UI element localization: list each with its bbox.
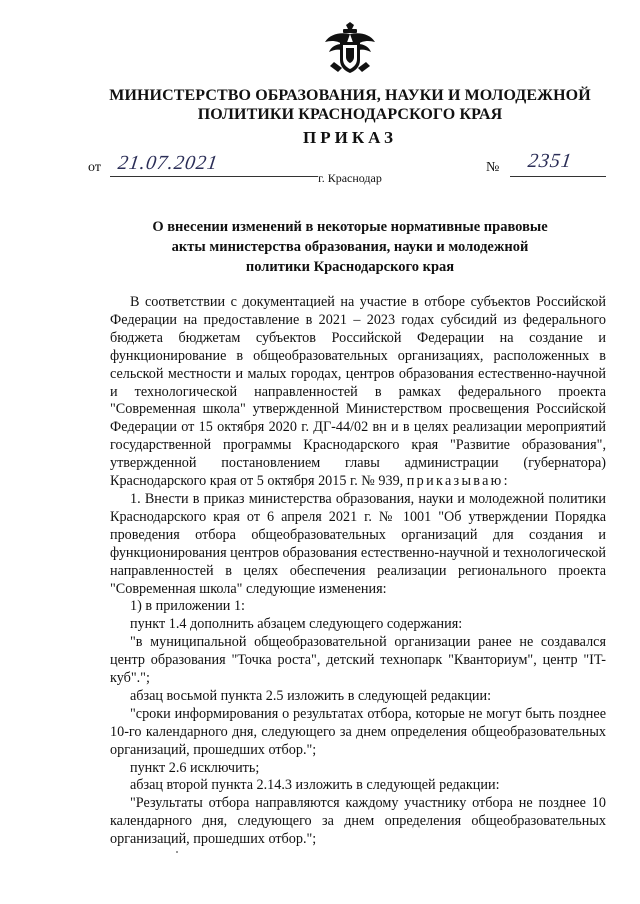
- paragraph-point-2-6: пункт 2.6 исключить;: [130, 759, 260, 776]
- subject-line3: политики Краснодарского края: [245, 259, 455, 275]
- order-word: приказываю:: [406, 473, 510, 490]
- number-handwritten: 2351: [526, 150, 574, 172]
- document-body: [110, 294, 606, 849]
- subitem-1-paragraph: 1) в приложении 1:: [130, 598, 245, 615]
- item-1-paragraph: 1. Внести в приказ министерства образования, науки и молодежной политики Краснодарского края от 6 апреля 2021 г. № 1001 "Об утверждении Порядка проведения отбора общеобразовательных организаций для создания и функционирования центров образования естественно-научной и технологической направленностей в целях обеспечения реализации регионального проекта "Современная школа" следующие изменения:: [110, 490, 606, 597]
- preamble-text: В соответствии с документацией на участие в отборе субъектов Российской Федерации на предоставление в 2021 – 2023 годах субсидий из федерального бюджета бюджетам субъектов Российской Федерации на создание и функционирование в общеобразовательных организациях, расположенных в сельской местности и малых городах, центров образования естественно-научной и технологической направленностей в рамках федерального проекта "Современная школа" утвержденной Министерством просвещения Российской Федерации от 15 октября 2020 г. ДГ-44/02 вн и в целях реализации мероприятий государственной программы Краснодарского края "Развитие образования", утвержденной постановлением главы администрации (губернатора) Краснодарского края от 5 октября 2015 г. № 939,: [110, 294, 606, 490]
- ministry-name: [90, 86, 610, 124]
- paragraph-point-2-14-3: абзац второй пункта 2.14.3 изложить в следующей редакции:: [130, 777, 500, 794]
- preamble-paragraph: [110, 294, 606, 491]
- subject-heading: [140, 217, 560, 277]
- subject-line1: О внесении изменений в некоторые нормативные правовые: [152, 219, 548, 235]
- date-underline: [110, 176, 318, 177]
- paragraph-point-1-4: пункт 1.4 дополнить абзацем следующего содержания:: [130, 616, 463, 633]
- date-label: от: [88, 160, 101, 175]
- coat-of-arms-icon: [322, 22, 378, 76]
- scan-speck: [176, 851, 178, 853]
- number-label: №: [486, 160, 500, 175]
- city: г. Краснодар: [318, 171, 382, 185]
- order-title: ПРИКАЗ: [303, 128, 397, 147]
- paragraph-quote-3: "Результаты отбора направляются каждому участнику отбора не позднее 10 календарного дня, следующего за днем определения общеобразовательных организаций, прошедших отбор.";: [110, 795, 606, 848]
- paragraph-point-2-5: абзац восьмой пункта 2.5 изложить в следующей редакции:: [130, 687, 492, 704]
- date-handwritten: 21.07.2021: [116, 152, 220, 174]
- ministry-name-line2: ПОЛИТИКИ КРАСНОДАРСКОГО КРАЯ: [197, 106, 503, 123]
- paragraph-quote-2: "сроки информирования о результатах отбора, которые не могут быть позднее 10-го календарного дня, следующего за днем определения общеобразовательных организаций, прошедших отбор.";: [110, 705, 606, 758]
- ministry-name-line1: МИНИСТЕРСТВО ОБРАЗОВАНИЯ, НАУКИ И МОЛОДЕЖНОЙ: [109, 87, 591, 104]
- number-underline: [510, 176, 606, 177]
- paragraph-quote-1: "в муниципальной общеобразовательной организации ранее не создавался центр образования "Точка роста", детский технопарк "Кванториум", центр "IT-куб".";: [110, 634, 606, 687]
- subject-line2: акты министерства образования, науки и молодежной: [171, 239, 529, 255]
